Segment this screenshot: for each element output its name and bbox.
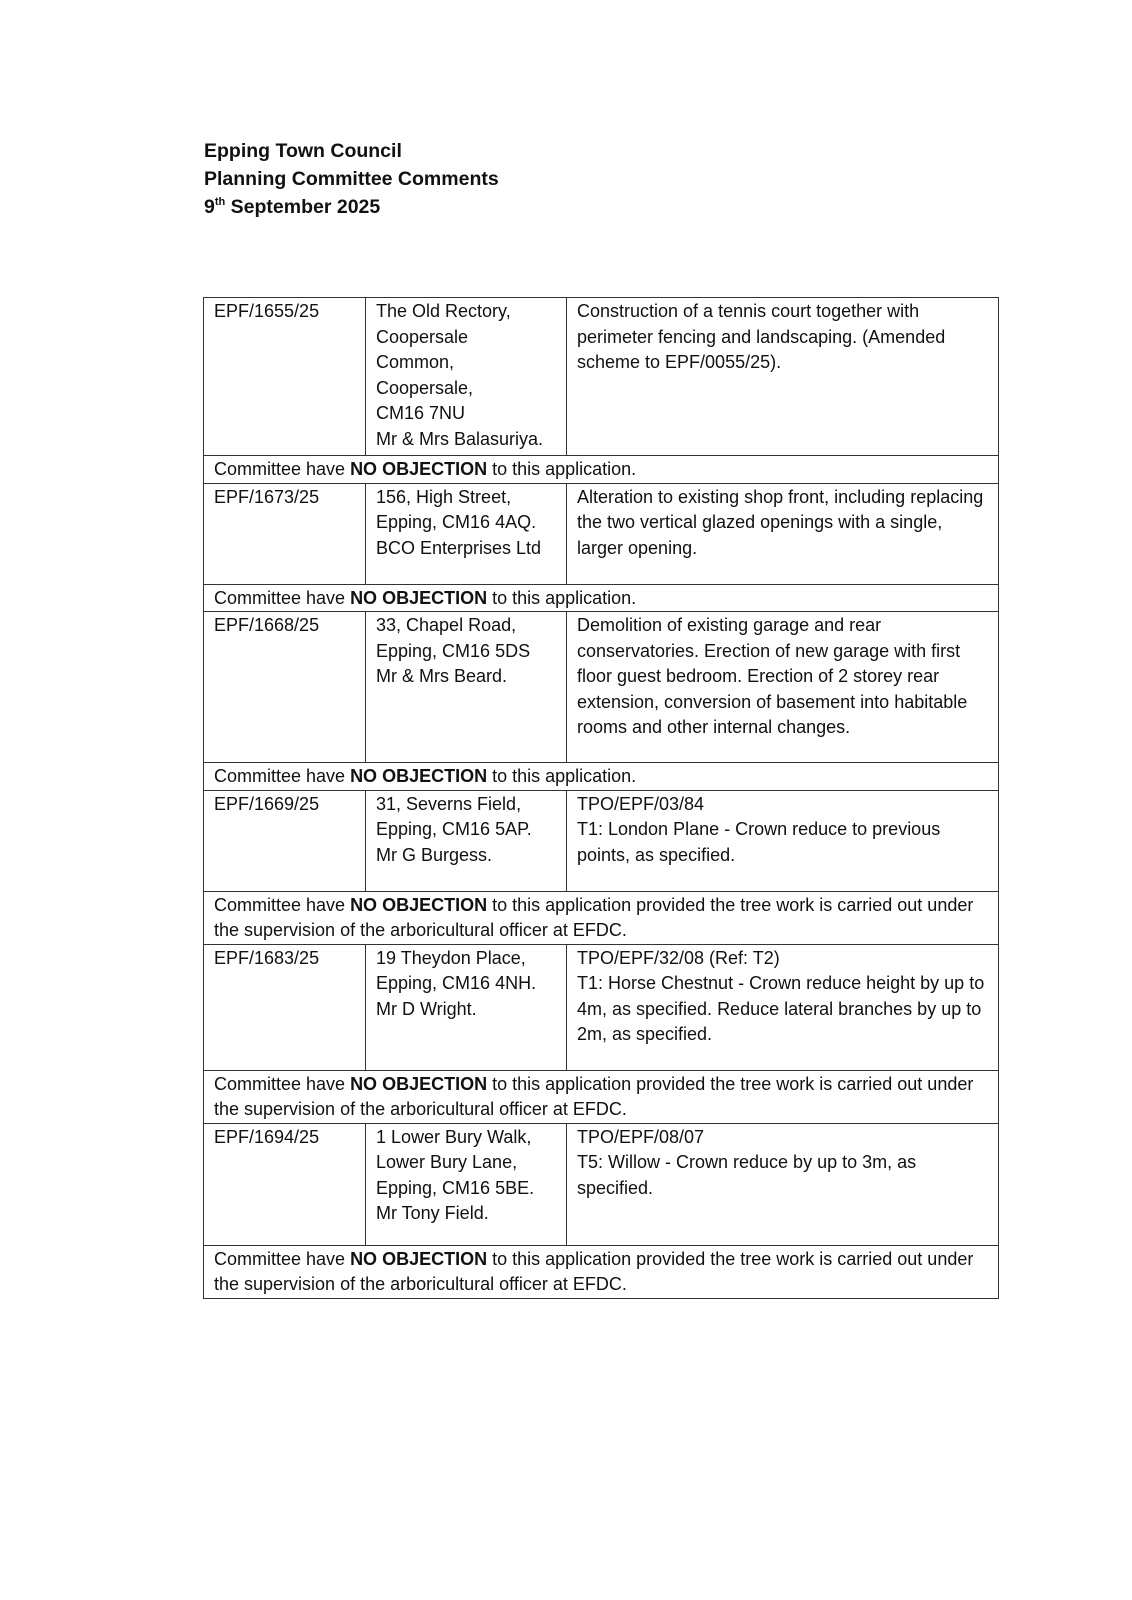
comment-prefix: Committee have <box>214 1073 351 1094</box>
comment-suffix: to this application. <box>487 587 637 608</box>
application-row <box>204 790 999 891</box>
application-ref: EPF/1683/25 <box>204 944 366 1070</box>
application-description: Construction of a tennis court together with perimeter fencing and landscaping. (Amended scheme to EPF/0055/25). <box>567 298 999 456</box>
committee-comment <box>204 1070 999 1123</box>
date-day: 9 <box>204 196 215 218</box>
comment-suffix: to this application provided the tree work is carried out under the supervision of the arboricultural officer at EFDC. <box>214 1248 974 1294</box>
application-row <box>204 483 999 584</box>
no-objection-label: NO OBJECTION <box>350 459 488 479</box>
committee-comment-row <box>204 1070 999 1123</box>
application-description: TPO/EPF/03/84 T1: London Plane - Crown reduce to previous points, as specified. <box>567 790 999 891</box>
comment-suffix: to this application. <box>487 459 637 479</box>
application-description: Alteration to existing shop front, including replacing the two vertical glazed openings with a single, larger opening. <box>567 483 999 584</box>
application-row <box>204 612 999 763</box>
application-address: The Old Rectory, Coopersale Common, Coopersale, CM16 7NU Mr & Mrs Balasuriya. <box>366 298 567 456</box>
application-ref: EPF/1655/25 <box>204 298 366 456</box>
application-row <box>204 1123 999 1245</box>
document-header <box>204 137 499 221</box>
comment-suffix: to this application provided the tree work is carried out under the supervision of the arboricultural officer at EFDC. <box>214 1073 974 1119</box>
committee-comment <box>204 456 999 484</box>
application-address: 31, Severns Field, Epping, CM16 5AP. Mr G Burgess. <box>366 790 567 891</box>
meeting-date <box>204 193 499 221</box>
comment-suffix: to this application provided the tree work is carried out under the supervision of the arboricultural officer at EFDC. <box>214 894 974 940</box>
committee-comment-row <box>204 584 999 612</box>
no-objection-label: NO OBJECTION <box>350 587 488 608</box>
committee-comment-row <box>204 891 999 944</box>
application-row <box>204 944 999 1070</box>
application-address: 156, High Street, Epping, CM16 4AQ. BCO Enterprises Ltd <box>366 483 567 584</box>
comment-prefix: Committee have <box>214 587 351 608</box>
application-address: 33, Chapel Road, Epping, CM16 5DS Mr & Mrs Beard. <box>366 612 567 763</box>
committee-title: Planning Committee Comments <box>204 168 499 190</box>
committee-comment <box>204 1245 999 1298</box>
comment-prefix: Committee have <box>214 1248 351 1269</box>
no-objection-label: NO OBJECTION <box>350 1073 488 1094</box>
date-month-year: September 2025 <box>225 196 381 218</box>
no-objection-label: NO OBJECTION <box>350 766 488 786</box>
application-description: TPO/EPF/32/08 (Ref: T2) T1: Horse Chestnut - Crown reduce height by up to 4m, as specified. Reduce lateral branches by up to 2m, as specified. <box>567 944 999 1070</box>
committee-comment-row <box>204 763 999 791</box>
application-ref: EPF/1694/25 <box>204 1123 366 1245</box>
committee-comment <box>204 584 999 612</box>
comment-prefix: Committee have <box>214 894 351 915</box>
committee-comment-row <box>204 1245 999 1298</box>
committee-comment-row <box>204 456 999 484</box>
application-address: 1 Lower Bury Walk, Lower Bury Lane, Epping, CM16 5BE. Mr Tony Field. <box>366 1123 567 1245</box>
application-ref: EPF/1669/25 <box>204 790 366 891</box>
application-description: TPO/EPF/08/07 T5: Willow - Crown reduce by up to 3m, as specified. <box>567 1123 999 1245</box>
comment-prefix: Committee have <box>214 459 351 479</box>
no-objection-label: NO OBJECTION <box>350 1248 488 1269</box>
committee-comment <box>204 763 999 791</box>
comment-prefix: Committee have <box>214 766 351 786</box>
application-description: Demolition of existing garage and rear conservatories. Erection of new garage with first floor guest bedroom. Erection of 2 storey rear extension, conversion of basement into habitable rooms and other internal changes. <box>567 612 999 763</box>
comment-suffix: to this application. <box>487 766 637 786</box>
application-row <box>204 298 999 456</box>
council-name: Epping Town Council <box>204 140 402 162</box>
no-objection-label: NO OBJECTION <box>350 894 488 915</box>
date-ordinal: th <box>214 196 226 208</box>
committee-comment <box>204 891 999 944</box>
application-ref: EPF/1668/25 <box>204 612 366 763</box>
applications-table <box>203 297 999 1299</box>
application-address: 19 Theydon Place, Epping, CM16 4NH. Mr D Wright. <box>366 944 567 1070</box>
application-ref: EPF/1673/25 <box>204 483 366 584</box>
